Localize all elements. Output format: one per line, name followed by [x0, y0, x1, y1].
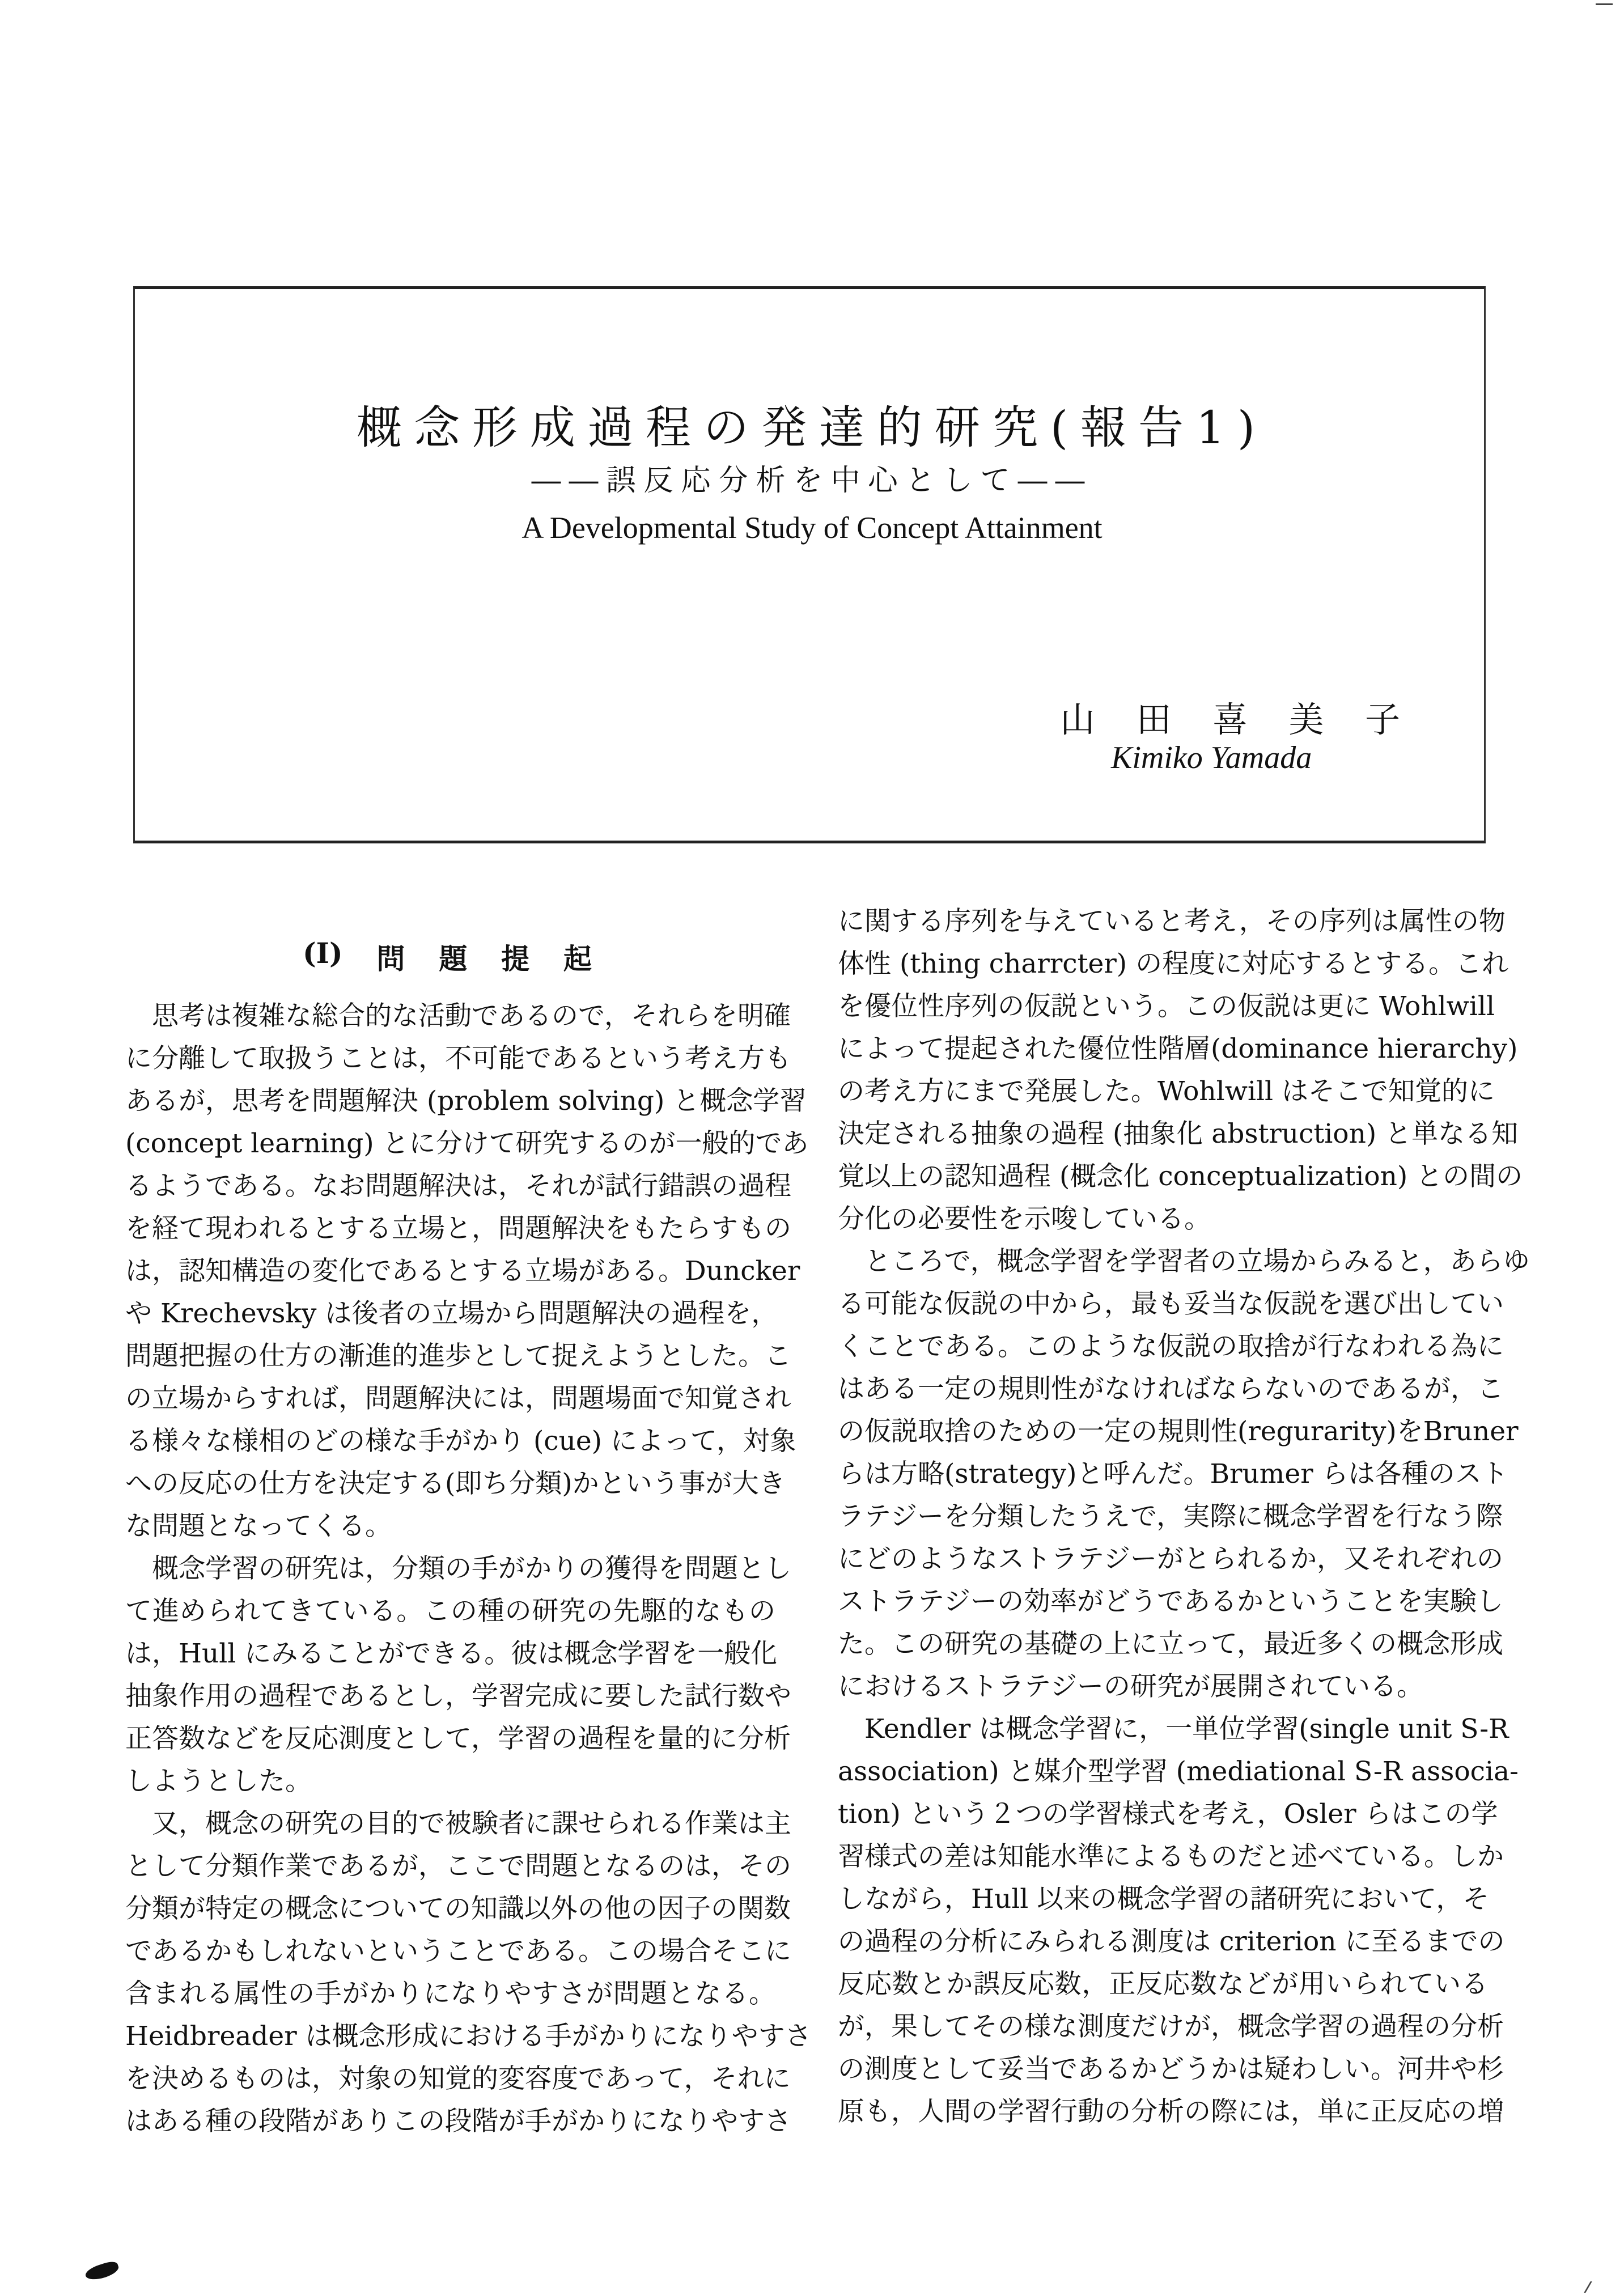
- text-line: 覚以上の認知過程 (概念化 conceptualization) との間の: [838, 1161, 1523, 1192]
- left-column: [125, 995, 812, 2143]
- scan-mark: [1596, 0, 1613, 5]
- text-line: 思考は複雑な総合的な活動であるので，それらを明確: [152, 1000, 791, 1032]
- text-line: な問題となってくる。: [125, 1511, 392, 1542]
- text-line: しようとした。: [125, 1766, 312, 1797]
- section-heading-char: 提: [501, 942, 530, 975]
- text-line: を経て現われるとする立場と，問題解決をもたらすもの: [125, 1213, 791, 1244]
- text-line: くことである。このような仮説の取捨が行なわれる為に: [838, 1331, 1504, 1362]
- text-line: はある種の段階がありこの段階が手がかりになりやすさ: [125, 2106, 791, 2137]
- text-line: あるが，思考を問題解決 (problem solving) と概念学習: [125, 1085, 807, 1117]
- author-char: 子: [1364, 699, 1400, 740]
- paper-subtitle: ――誤反応分析を中心として――: [531, 464, 1093, 498]
- text-line: に関する序列を与えていると考え，その序列は属性の物: [838, 906, 1506, 937]
- text-line: によって提起された優位性階層(dominance hierarchy): [838, 1033, 1518, 1064]
- scan-mark: [1584, 2281, 1609, 2293]
- text-line: 習様式の差は知能水準によるものだと述べている。しか: [838, 1841, 1504, 1872]
- paragraph: [125, 995, 809, 1547]
- text-line: 分類が特定の概念についての知識以外の他の因子の関数: [125, 1893, 791, 1924]
- text-line: 体性 (thing charrcter) の程度に対応するとする。これ: [838, 948, 1509, 979]
- author-char: 美: [1288, 699, 1324, 740]
- section-number: (I): [303, 936, 343, 970]
- text-line: 含まれる属性の手がかりになりやすさが問題となる。: [125, 1978, 775, 2009]
- text-line: を決めるものは，対象の知覚的変容度であって，それに: [125, 2063, 791, 2094]
- text-line: しながら，Hull 以来の概念学習の諸研究において，そ: [838, 1883, 1490, 1915]
- paper-title: 概念形成過程の発達的研究(報告1): [356, 401, 1268, 454]
- text-line: 又，概念の研究の目的で被験者に課せられる作業は主: [152, 1808, 791, 1839]
- text-line: として分類作業であるが，ここで問題となるのは，その: [125, 1851, 791, 1882]
- author-char: 田: [1136, 699, 1172, 740]
- text-line: Heidbreader は概念形成における手がかりになりやすさ: [125, 2021, 812, 2052]
- text-line: らは方略(strategy)と呼んだ。Brumer らは各種のスト: [838, 1458, 1508, 1490]
- paragraph: [125, 1802, 812, 2143]
- text-line: におけるストラテジーの研究が展開されている。: [838, 1671, 1424, 1702]
- text-line: 原も，人間の学習行動の分析の際には，単に正反応の増: [838, 2096, 1504, 2127]
- text-line: を優位性序列の仮説という。この仮説は更に Wohlwill: [838, 991, 1495, 1022]
- paragraph: [838, 1240, 1530, 1708]
- section-heading-char: 起: [563, 942, 592, 975]
- text-line: であるかもしれないということである。この場合そこに: [125, 1936, 791, 1967]
- text-line: や Krechevsky は後者の立場から問題解決の過程を，: [125, 1298, 778, 1329]
- text-line: るようである。なお問題解決は，それが試行錯誤の過程: [125, 1170, 791, 1202]
- text-line: association) と媒介型学習 (mediational S-R associa-: [838, 1756, 1519, 1787]
- text-line: にどのようなストラテジーがとられるか，又それぞれの: [838, 1543, 1504, 1575]
- text-line: 問題把握の仕方の漸進的進歩として捉えようとした。こ: [125, 1340, 791, 1372]
- text-line: が，果してその様な測度だけが，概念学習の過程の分析: [838, 2011, 1504, 2042]
- section-heading-char: 題: [439, 942, 468, 975]
- english-title: A Developmental Study of Concept Attainment: [521, 511, 1103, 545]
- text-line: は，Hull にみることができる。彼は概念学習を一般化: [125, 1638, 778, 1669]
- text-line: 決定される抽象の過程 (抽象化 abstruction) と単なる知: [838, 1118, 1519, 1149]
- paragraph: [838, 1708, 1519, 2133]
- text-line: る様々な様相のどの様な手がかり (cue) によって，対象: [125, 1426, 797, 1457]
- text-line: の立場からすれば，問題解決には，問題場面で知覚され: [125, 1383, 791, 1414]
- paragraph: [125, 1547, 791, 1802]
- text-line: ところで，概念学習を学習者の立場からみると，あらゆ: [864, 1246, 1530, 1277]
- author-char: 山: [1060, 699, 1096, 740]
- section-heading: [303, 936, 592, 977]
- text-line: て進められてきている。この種の研究の先駆的なもの: [125, 1596, 775, 1627]
- text-line: は，認知構造の変化であるとする立場がある。Duncker: [125, 1255, 800, 1287]
- author-char: 喜: [1212, 699, 1248, 740]
- text-line: ラテジーを分類したうえで，実際に概念学習を行なう際: [838, 1501, 1503, 1532]
- paragraph: [838, 900, 1523, 1240]
- text-line: 概念学習の研究は，分類の手がかりの獲得を問題とし: [152, 1553, 791, 1584]
- text-line: tion) という２つの学習様式を考え，Osler らはこの学: [838, 1798, 1498, 1830]
- text-line: る可能な仮説の中から，最も妥当な仮説を選び出してい: [838, 1288, 1504, 1320]
- ink-blot: [84, 2259, 120, 2283]
- section-heading-char: 問: [376, 942, 405, 975]
- text-line: た。この研究の基礎の上に立って，最近多くの概念形成: [838, 1628, 1504, 1660]
- text-line: に分離して取扱うことは，不可能であるという考え方も: [125, 1043, 791, 1074]
- text-line: はある一定の規則性がなければならないのであるが，こ: [838, 1373, 1504, 1405]
- text-line: の測度として妥当であるかどうかは疑わしい。河井や杉: [838, 2054, 1504, 2085]
- text-line: Kendler は概念学習に，一単位学習(single unit S-R: [864, 1713, 1509, 1745]
- text-line: の過程の分析にみられる測度は criterion に至るまでの: [838, 1926, 1505, 1957]
- text-line: への反応の仕方を決定する(即ち分類)かという事が大き: [125, 1468, 786, 1499]
- text-line: (concept learning) とに分けて研究するのが一般的であ: [125, 1128, 809, 1159]
- text-line: 抽象作用の過程であるとし，学習完成に要した試行数や: [125, 1681, 791, 1712]
- text-line: 分化の必要性を示唆している。: [838, 1203, 1211, 1235]
- text-line: 反応数とか誤反応数，正反応数などが用いられている: [838, 1969, 1488, 2000]
- author-name-japanese: [1060, 692, 1400, 742]
- text-line: ストラテジーの効率がどうであるかということを実験し: [838, 1586, 1504, 1617]
- text-line: の考え方にまで発展した。Wohlwill はそこで知覚的に: [838, 1076, 1495, 1107]
- author-name-english: Kimiko Yamada: [1111, 740, 1312, 775]
- right-column: [838, 900, 1530, 2133]
- text-line: 正答数などを反応測度として，学習の過程を量的に分析: [125, 1723, 791, 1754]
- text-line: の仮説取捨のための一定の規則性(regurarity)をBruner: [838, 1416, 1519, 1447]
